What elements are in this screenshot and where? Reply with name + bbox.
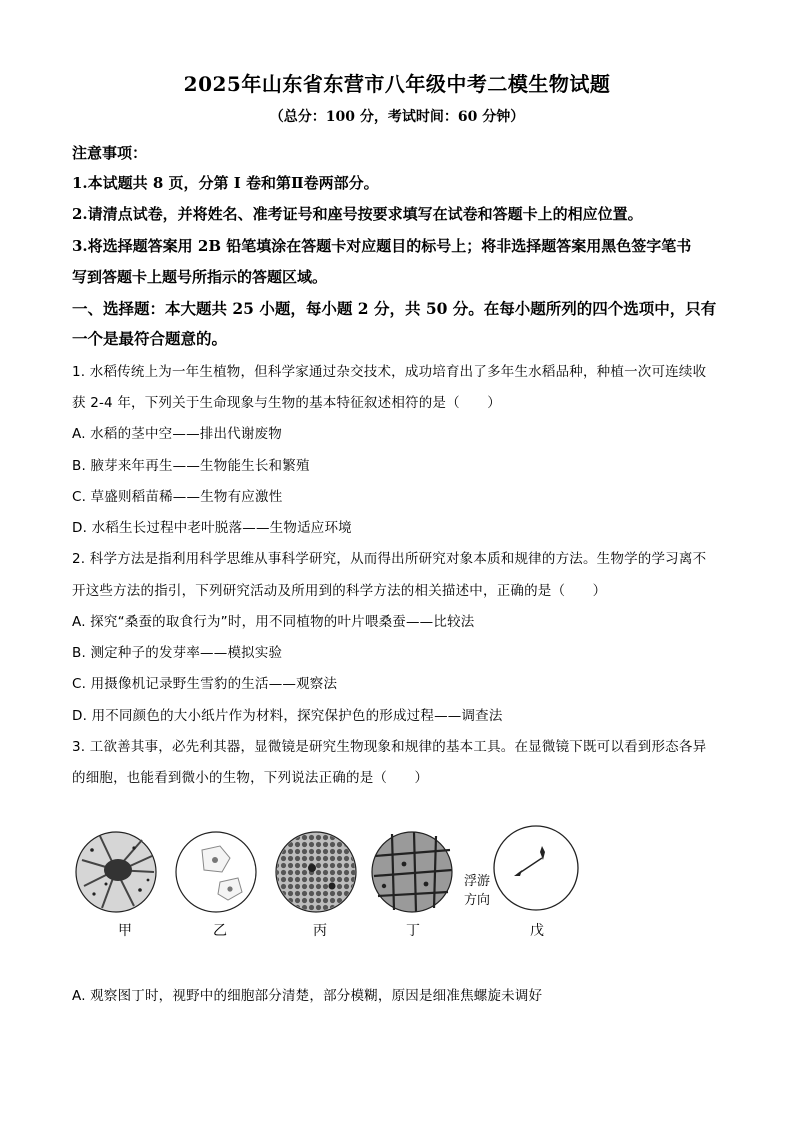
swim-direction-label <box>464 872 490 910</box>
question-2-stem-line-2: 开这些方法的指引，下列研究活动及所用到的科学方法的相关描述中，正确的是（ ） <box>72 583 607 599</box>
swim-direction-label-line-1: 浮游 <box>464 874 491 889</box>
question-1-option-c: C. 草盛则稻苗稀——生物有应激性 <box>72 489 283 505</box>
microscope-figure <box>70 820 590 945</box>
question-1-option-a: A. 水稻的茎中空——排出代谢废物 <box>72 426 282 442</box>
question-3-option-a: A. 观察图丁时，视野中的细胞部分清楚，部分模糊，原因是细准焦螺旋未调好 <box>72 988 543 1004</box>
question-2-option-b: B. 测定种子的发芽率——模拟实验 <box>72 645 283 661</box>
question-3-stem-line-2: 的细胞，也能看到微小的生物，下列说法正确的是（ ） <box>72 770 429 786</box>
blood-smear-slide-icon <box>276 832 356 912</box>
question-2-option-c: C. 用摄像机记录野生雪豹的生活——观察法 <box>72 676 338 692</box>
onion-cell-slide-icon <box>372 832 452 912</box>
question-2-stem-line-1: 2. 科学方法是指利用科学思维从事科学研究，从而得出所研究对象本质和规律的方法。生物学的学习离不 <box>72 551 707 567</box>
figure-label-wu: 戊 <box>530 923 544 939</box>
notice-heading: 注意事项： <box>72 144 148 162</box>
question-2-option-a: A. 探究“桑蚕的取食行为”时，用不同植物的叶片喂桑蚕——比较法 <box>72 614 475 630</box>
question-1-option-d: D. 水稻生长过程中老叶脱落——生物适应环境 <box>72 520 352 536</box>
epithelial-cell-slide-icon <box>176 832 256 912</box>
figure-label-yi: 乙 <box>213 923 227 939</box>
exam-title: 2025年山东省东营市八年级中考二模生物试题 <box>183 72 611 96</box>
notice-item-1: 1.本试题共 8 页，分第 I 卷和第Ⅱ卷两部分。 <box>72 174 379 192</box>
neuron-slide-icon <box>76 832 156 912</box>
notice-item-3-line-1: 3.将选择题答案用 2B 铅笔填涂在答题卡对应题目的标号上；将非选择题答案用黑色签字笔书 <box>72 237 692 255</box>
swim-direction-label-line-2: 方向 <box>464 893 491 908</box>
notice-item-2: 2.请清点试卷，并将姓名、准考证号和座号按要求填写在试卷和答题卡上的相应位置。 <box>72 205 643 223</box>
figure-label-ding: 丁 <box>406 923 420 939</box>
section-heading-line-1: 一、选择题：本大题共 25 小题，每小题 2 分，共 50 分。在每小题所列的四个选项中，只有 <box>72 299 717 318</box>
question-1-option-b: B. 腋芽来年再生——生物能生长和繁殖 <box>72 458 310 474</box>
figure-label-bing: 丙 <box>313 923 327 939</box>
question-1-stem-line-2: 获 2-4 年，下列关于生命现象与生物的基本特征叙述相符的是（ ） <box>72 395 501 411</box>
question-2-option-d: D. 用不同颜色的大小纸片作为材料，探究保护色的形成过程——调查法 <box>72 708 503 724</box>
figure-label-jia: 甲 <box>118 923 132 939</box>
exam-subtitle: （总分：100 分，考试时间：60 分钟） <box>269 109 525 125</box>
question-1-stem-line-1: 1. 水稻传统上为一年生植物，但科学家通过杂交技术，成功培育出了多年生水稻品种，种植一次可连续收 <box>72 364 707 380</box>
section-heading-line-2: 一个是最符合题意的。 <box>72 329 228 348</box>
microorganism-field-icon <box>494 826 578 910</box>
notice-item-3-line-2: 写到答题卡上题号所指示的答题区域。 <box>72 268 328 286</box>
question-3-stem-line-1: 3. 工欲善其事，必先利其器，显微镜是研究生物现象和规律的基本工具。在显微镜下既可以看到形态各异 <box>72 739 707 755</box>
